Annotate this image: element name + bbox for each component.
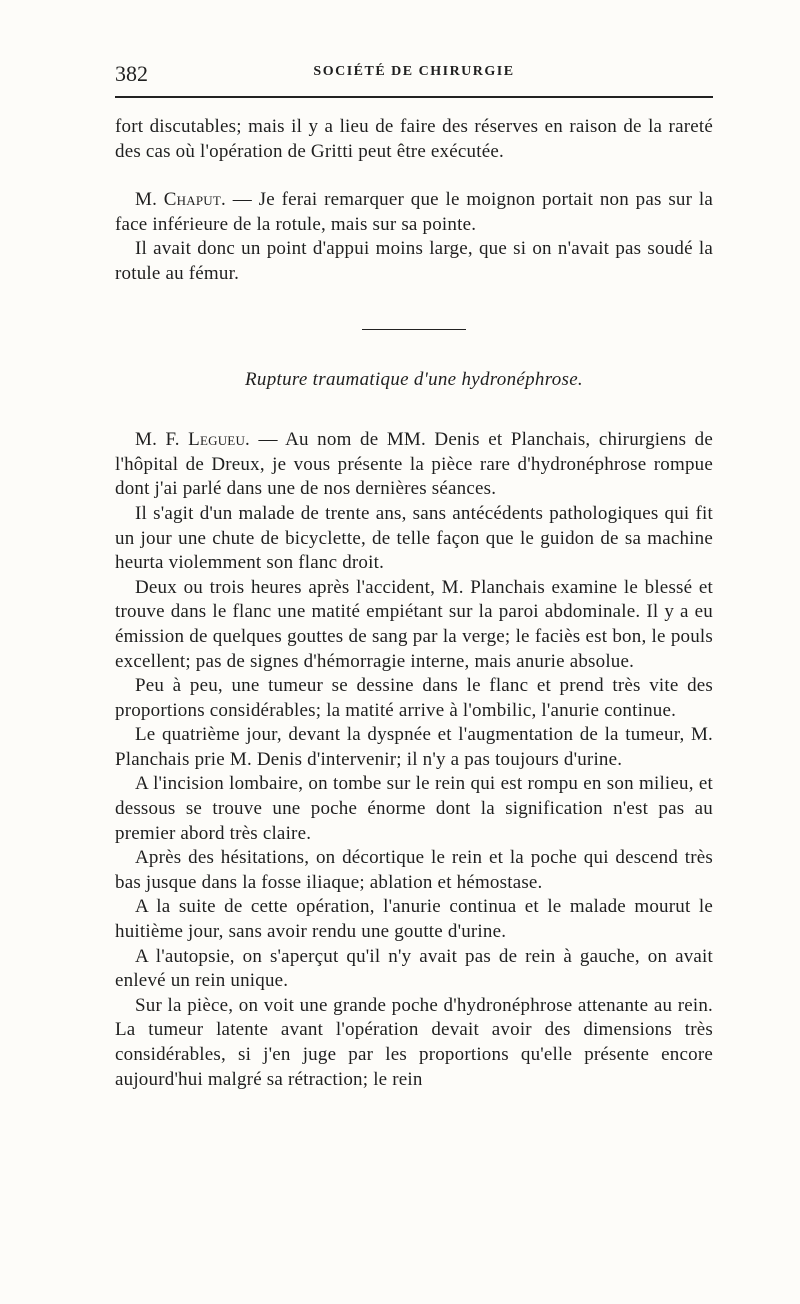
page-number: 382: [115, 61, 148, 86]
paragraph-3: Deux ou trois heures après l'accident, M. Planchais examine le blessé et trouve dans le flanc une matité empiétant sur la paroi abdominale. Il y a eu émission de quelques gouttes de sang par la verge; le faciès est bon, le pouls excellent; pas de signes d'hémorragie interne, mais anurie absolue.: [115, 576, 713, 672]
paragraph-chaput-2: Il avait donc un point d'appui moins large, que si on n'avait pas soudé la rotule au fémur.: [115, 238, 713, 284]
paragraph-legueu-1: [115, 428, 713, 502]
paragraph-5: Le quatrième jour, devant la dyspnée et l'augmentation de la tumeur, M. Planchais prie M. Denis d'intervenir; il n'y a pas toujours d'urine.: [115, 724, 713, 770]
paragraph-7: Après des hésitations, on décortique le rein et la poche qui descend très bas jusque dans la fosse iliaque; ablation et hémostase.: [115, 847, 713, 893]
section-title: Rupture traumatique d'une hydronéphrose.: [245, 368, 583, 390]
paragraph-text: — Au nom de MM. Denis et Planchais, chirurgiens de l'hôpital de Dreux, je vous présente la pièce rare d'hydronéphrose rompue dont j'ai parlé dans une de nos dernières séances.: [115, 429, 713, 500]
paragraph-chaput-1: [115, 188, 713, 237]
running-title: SOCIÉTÉ DE CHIRURGIE: [313, 64, 515, 79]
speaker-name: M. Chaput.: [135, 189, 226, 211]
paragraph-6: A l'incision lombaire, on tombe sur le rein qui est rompu en son milieu, et dessous se trouve une poche énorme dont la signification n'est pas au premier abord très claire.: [115, 773, 713, 844]
paragraph-4: Peu à peu, une tumeur se dessine dans le flanc et prend très vite des proportions considérables; la matité arrive à l'ombilic, l'anurie continue.: [115, 675, 713, 721]
header-rule: [115, 96, 713, 98]
paragraph-text: — Je ferai remarquer que le moignon portait non pas sur la face inférieure de la rotule, mais sur sa pointe.: [115, 189, 714, 235]
speaker-name: M. F. Legueu.: [135, 429, 250, 451]
paragraph-9: A l'autopsie, on s'aperçut qu'il n'y avait pas de rein à gauche, on avait enlevé un rein unique.: [115, 945, 713, 992]
section-divider: [362, 329, 466, 330]
paragraph-8: A la suite de cette opération, l'anurie continua et le malade mourut le huitième jour, sans avoir rendu une goutte d'urine.: [115, 896, 713, 943]
paragraph-continuation: fort discutables; mais il y a lieu de faire des réserves en raison de la rareté des cas où l'opération de Gritti peut être exécutée.: [115, 116, 713, 162]
paragraph-10: Sur la pièce, on voit une grande poche d'hydronéphrose attenante au rein. La tumeur latente avant l'opération devait avoir des dimensions très considérables, si j'en juge par les proportions qu'elle présente encore aujourd'hui malgré sa rétraction; le rein: [115, 994, 713, 1090]
book-page: [115, 55, 713, 1092]
page-header: [115, 55, 713, 91]
paragraph-2: Il s'agit d'un malade de trente ans, sans antécédents pathologiques qui fit un jour une chute de bicyclette, de telle façon que le guidon de sa machine heurta violemment son flanc droit.: [115, 502, 713, 574]
